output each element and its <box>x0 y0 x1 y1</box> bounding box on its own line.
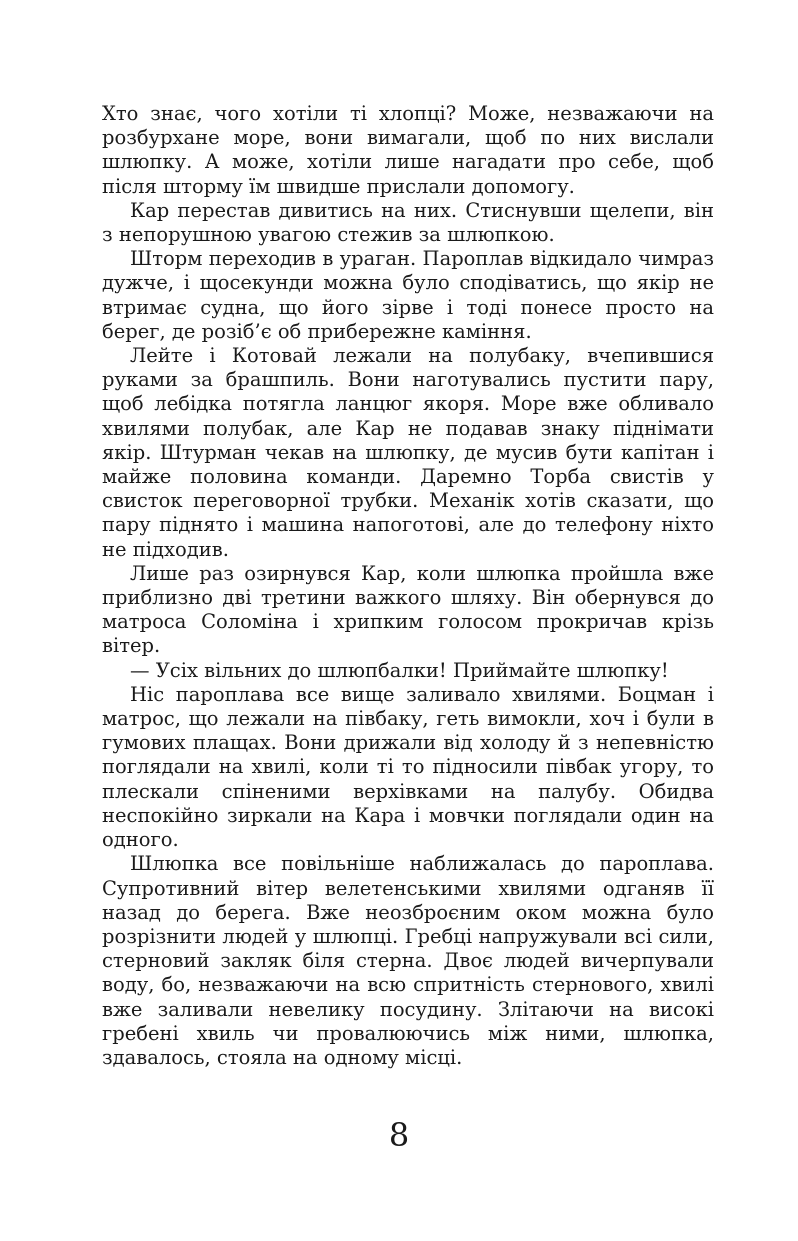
paragraph: Лейте і Котовай лежали на полубаку, вчепившися руками за брашпиль. Вони наготувались пустити пару, щоб лебідка потягла ланцюг якоря. Море вже обливало хвилями полубак, але Кар не подавав знаку піднімати якір. Штурман чекав на шлюпку, де мусив бути капітан і майже половина команди. Даремно Торба свистів у свисток переговорної трубки. Механік хотів сказати, що пару піднято і машина напоготові, але до телефону ніхто не підходив. <box>102 344 714 561</box>
page-number: 8 <box>388 1116 410 1154</box>
paragraph: Кар перестав дивитись на них. Стиснувши щелепи, він з непорушною увагою стежив за шлюпкою. <box>102 198 714 247</box>
body-text <box>102 102 714 1070</box>
paragraph: Ніс пароплава все вище заливало хвилями. Боцман і матрос, що лежали на півбаку, геть вимокли, хоч і були в гумових плащах. Вони дрижали від холоду й з непевністю поглядали на хвилі, коли ті то підносили півбак угору, то плескали спіненими верхівками на палубу. Обидва неспокійно зиркали на Кара і мовчки поглядали один на одного. <box>102 682 714 852</box>
paragraph: Шлюпка все повільніше наближалась до пароплава. Супротивний вітер велетенськими хвилями одганяв її назад до берега. Вже неозброєним оком можна було розрізнити людей у шлюпці. Гребці напружували всі сили, стерновий закляк біля стерна. Двоє людей вичерпували воду, бо, незважаючи на всю спритність стернового, хвилі вже заливали невелику посудину. Злітаючи на високі гребені хвиль чи провалюючись між ними, шлюпка, здавалось, стояла на одному місці. <box>102 852 714 1069</box>
paragraph: Хто знає, чого хотіли ті хлопці? Може, незважаючи на розбурхане море, вони вимагали, щоб по них вислали шлюпку. А може, хотіли лише нагадати про себе, щоб після шторму їм швидше прислали допомогу. <box>102 102 714 198</box>
paragraph: Лише раз озирнувся Кар, коли шлюпка пройшла вже приблизно дві третини важкого шляху. Він обернувся до матроса Соломіна і хрипким голосом прокричав крізь вітер. <box>102 561 714 658</box>
dialogue-line: — Усіх вільних до шлюпбалки! Приймайте шлюпку! <box>130 658 669 682</box>
paragraph: Шторм переходив в ураган. Пароплав відкидало чимраз дужче, і щосекунди можна було сподіватись, що якір не втримає судна, що його зірве і тоді понесе просто на берег, де розіб’є об прибережне каміння. <box>102 247 714 343</box>
